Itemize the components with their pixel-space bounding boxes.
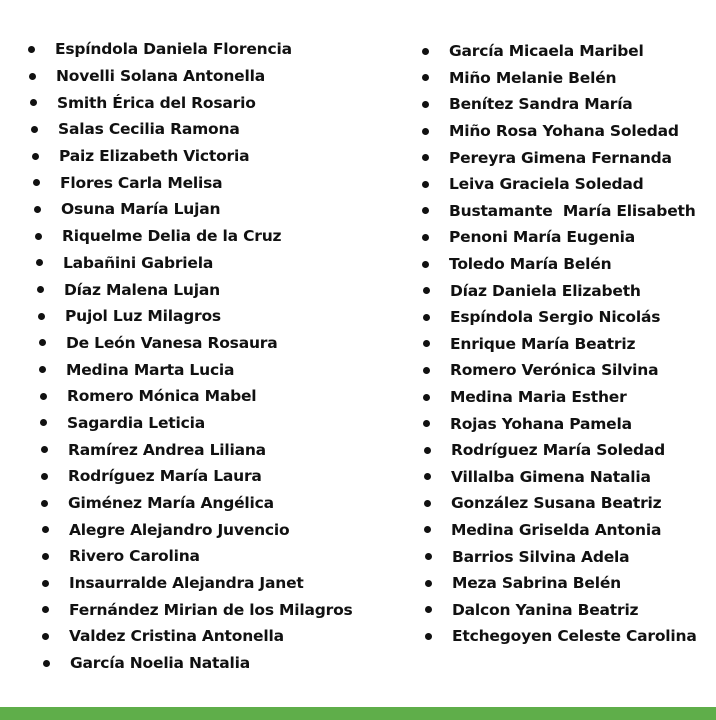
bullet-icon xyxy=(425,606,432,613)
bullet-icon xyxy=(422,261,429,268)
person-name: Medina Griselda Antonia xyxy=(451,520,662,539)
list-item xyxy=(24,143,354,170)
person-name: Dalcon Yanina Beatriz xyxy=(452,600,639,619)
list-item xyxy=(422,357,712,384)
list-item xyxy=(422,304,712,331)
bullet-icon xyxy=(41,500,48,507)
list-item xyxy=(24,570,354,597)
bullet-icon xyxy=(42,606,49,613)
list-item xyxy=(24,516,354,543)
person-name: Riquelme Delia de la Cruz xyxy=(62,227,282,246)
bullet-icon xyxy=(423,340,430,347)
list-item xyxy=(422,331,712,358)
bullet-icon xyxy=(28,46,35,53)
person-name: Toledo María Belén xyxy=(449,255,612,274)
list-item xyxy=(24,490,354,517)
bullet-icon xyxy=(43,660,50,667)
list-item xyxy=(24,650,354,677)
list-item xyxy=(24,596,354,623)
list-item xyxy=(422,543,712,570)
person-name: Pujol Luz Milagros xyxy=(65,307,221,326)
person-name: García Micaela Maribel xyxy=(449,42,644,61)
bullet-icon xyxy=(38,313,45,320)
person-name: Sagardia Leticia xyxy=(67,413,205,432)
bullet-icon xyxy=(424,447,431,454)
list-item xyxy=(24,223,354,250)
list-item xyxy=(24,463,354,490)
bullet-icon xyxy=(422,154,429,161)
list-item xyxy=(24,330,354,357)
person-name: Villalba Gimena Natalia xyxy=(451,467,651,486)
person-name: Flores Carla Melisa xyxy=(60,173,223,192)
person-name: Fernández Mirian de los Milagros xyxy=(69,600,353,619)
person-name: Díaz Daniela Elizabeth xyxy=(450,281,641,300)
list-item xyxy=(422,596,712,623)
bullet-icon xyxy=(423,314,430,321)
list-item xyxy=(422,490,712,517)
bullet-icon xyxy=(42,633,49,640)
list-item xyxy=(24,383,354,410)
bullet-icon xyxy=(41,473,48,480)
footer-accent-bar xyxy=(0,707,716,720)
bullet-icon xyxy=(30,99,37,106)
list-item xyxy=(24,276,354,303)
person-name: Ramírez Andrea Liliana xyxy=(68,440,266,459)
person-name: Etchegoyen Celeste Carolina xyxy=(452,627,697,646)
person-name: Miño Rosa Yohana Soledad xyxy=(449,122,679,141)
bullet-icon xyxy=(39,366,46,373)
person-name: Labañini Gabriela xyxy=(63,253,214,272)
list-item xyxy=(422,570,712,597)
person-name: Medina Maria Esther xyxy=(450,388,627,407)
person-name: Insaurralde Alejandra Janet xyxy=(69,574,304,593)
person-name: Rojas Yohana Pamela xyxy=(450,414,632,433)
list-item xyxy=(422,198,712,225)
list-item xyxy=(422,251,712,278)
bullet-icon xyxy=(39,339,46,346)
list-item xyxy=(422,384,712,411)
bullet-icon xyxy=(422,207,429,214)
list-item xyxy=(422,517,712,544)
list-item xyxy=(24,169,354,196)
person-name: Miño Melanie Belén xyxy=(449,68,617,87)
list-item xyxy=(24,303,354,330)
list-item xyxy=(24,250,354,277)
list-item xyxy=(422,464,712,491)
list-item xyxy=(422,437,712,464)
person-name: Benítez Sandra María xyxy=(449,95,633,114)
person-name: Novelli Solana Antonella xyxy=(56,67,265,86)
list-item xyxy=(422,623,712,650)
person-name: García Noelia Natalia xyxy=(70,654,250,673)
person-name: Salas Cecilia Ramona xyxy=(58,120,240,139)
list-item xyxy=(24,356,354,383)
bullet-icon xyxy=(422,101,429,108)
list-item xyxy=(422,224,712,251)
person-name: Osuna María Lujan xyxy=(61,200,221,219)
person-name: Giménez María Angélica xyxy=(68,494,274,513)
list-item xyxy=(24,410,354,437)
bullet-icon xyxy=(425,633,432,640)
bullet-icon xyxy=(37,286,44,293)
bullet-icon xyxy=(425,580,432,587)
person-name: Meza Sabrina Belén xyxy=(452,574,621,593)
person-name: Espíndola Sergio Nicolás xyxy=(450,308,661,327)
list-item xyxy=(24,89,354,116)
person-name: Paiz Elizabeth Victoria xyxy=(59,147,250,166)
person-name: Romero Verónica Silvina xyxy=(450,361,659,380)
list-item xyxy=(422,91,712,118)
list-item xyxy=(422,65,712,92)
bullet-icon xyxy=(422,128,429,135)
list-item xyxy=(422,144,712,171)
bullet-icon xyxy=(422,48,429,55)
person-name: Valdez Cristina Antonella xyxy=(69,627,284,646)
bullet-icon xyxy=(425,553,432,560)
person-name: Medina Marta Lucia xyxy=(66,360,235,379)
person-name: De León Vanesa Rosaura xyxy=(66,333,278,352)
list-item xyxy=(24,196,354,223)
list-item xyxy=(422,277,712,304)
bullet-icon xyxy=(32,153,39,160)
person-name: Rodríguez María Soledad xyxy=(451,441,666,460)
person-name: Smith Érica del Rosario xyxy=(57,93,256,112)
bullet-icon xyxy=(422,234,429,241)
names-list-left xyxy=(24,36,354,677)
person-name: González Susana Beatriz xyxy=(451,494,662,513)
list-item xyxy=(24,436,354,463)
bullet-icon xyxy=(42,526,49,533)
person-name: Romero Mónica Mabel xyxy=(67,387,257,406)
list-item xyxy=(24,63,354,90)
bullet-icon xyxy=(424,526,431,533)
list-item xyxy=(422,118,712,145)
bullet-icon xyxy=(423,394,430,401)
person-name: Pereyra Gimena Fernanda xyxy=(449,148,672,167)
bullet-icon xyxy=(40,419,47,426)
bullet-icon xyxy=(36,259,43,266)
bullet-icon xyxy=(31,126,38,133)
list-item xyxy=(422,410,712,437)
person-name: Barrios Silvina Adela xyxy=(452,547,630,566)
bullet-icon xyxy=(29,73,36,80)
list-item xyxy=(24,543,354,570)
bullet-icon xyxy=(35,233,42,240)
bullet-icon xyxy=(40,393,47,400)
bullet-icon xyxy=(422,74,429,81)
bullet-icon xyxy=(424,500,431,507)
bullet-icon xyxy=(42,553,49,560)
person-name: Bustamante María Elisabeth xyxy=(449,201,696,220)
person-name: Penoni María Eugenia xyxy=(449,228,636,247)
bullet-icon xyxy=(34,206,41,213)
names-list-right xyxy=(422,38,712,650)
person-name: Rivero Carolina xyxy=(69,547,200,566)
list-item xyxy=(422,38,712,65)
person-name: Alegre Alejandro Juvencio xyxy=(69,520,290,539)
bullet-icon xyxy=(42,580,49,587)
list-item xyxy=(24,116,354,143)
bullet-icon xyxy=(423,287,430,294)
bullet-icon xyxy=(424,473,431,480)
bullet-icon xyxy=(33,179,40,186)
person-name: Rodríguez María Laura xyxy=(68,467,262,486)
person-name: Díaz Malena Lujan xyxy=(64,280,220,299)
bullet-icon xyxy=(423,367,430,374)
person-name: Leiva Graciela Soledad xyxy=(449,175,644,194)
person-name: Espíndola Daniela Florencia xyxy=(55,40,292,59)
bullet-icon xyxy=(423,420,430,427)
list-item xyxy=(24,623,354,650)
list-item xyxy=(24,36,354,63)
bullet-icon xyxy=(41,446,48,453)
list-item xyxy=(422,171,712,198)
person-name: Enrique María Beatriz xyxy=(450,334,636,353)
bullet-icon xyxy=(422,181,429,188)
